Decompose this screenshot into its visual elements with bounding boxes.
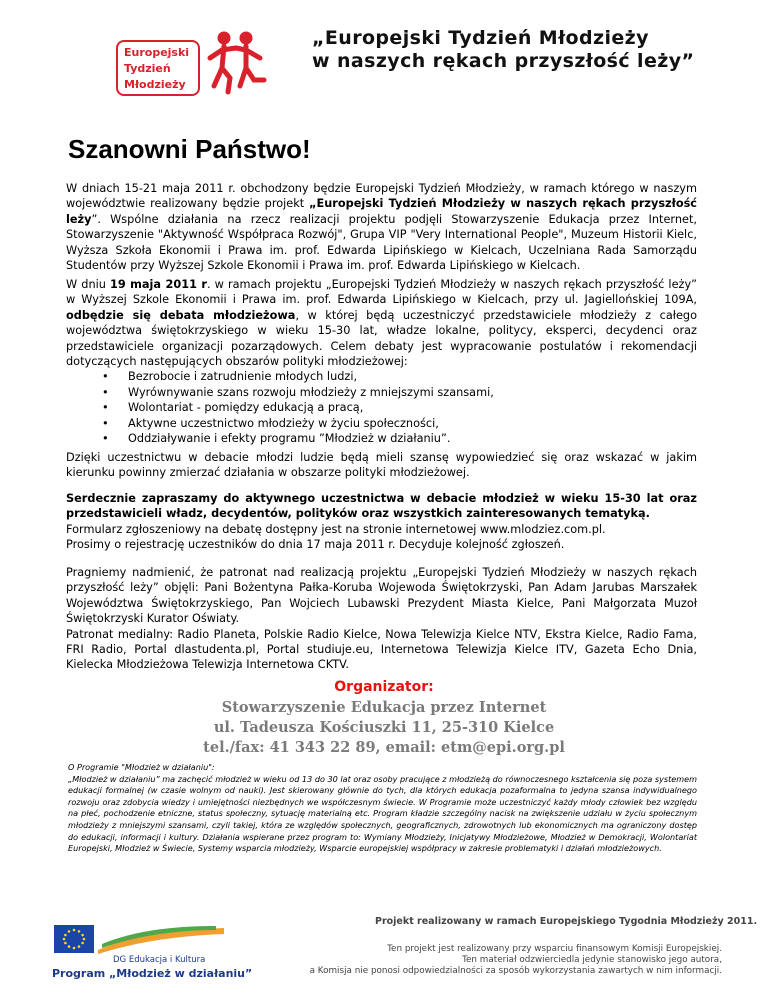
benefit-paragraph: [66, 450, 697, 481]
logo-line: Europejski: [124, 46, 190, 59]
text-run: . w ramach projektu „Europejski Tydzień Młodzieży w naszych rękach przyszłość leży” w Wyższej Szkole Ekonomii i Prawa im. prof. Edwarda Lipińskiego w Kielcach, przy ul. Jagiellońskiej 109A,: [66, 278, 697, 307]
footer-disclaimer-line: Ten projekt jest realizowany przy wsparciu finansowym Komisji Europejskiej.: [387, 944, 722, 954]
eu-flag-icon: [54, 925, 94, 953]
list-item: • Aktywne uczestnictwo młodzieży w życiu społeczności,: [128, 416, 697, 431]
header-title-line: „Europejski Tydzień Młodzieży: [312, 27, 649, 49]
organizer-label: Organizator:: [334, 679, 434, 695]
text-run: , w której będą uczestniczyć przedstawiciele młodzieży z całego województwa świętokrzyskiego w wieku 15-30 lat, władze lokalne, politycy, eksperci, decydenci oraz przedstawiciele organizacji pozarządowych. Celem debaty jest wypracowanie postulatów i rekomendacji dotyczących następujących obszarów polityki młodzieżowej:: [66, 308, 697, 369]
dg-label: DG Edukacja i Kultura: [113, 955, 206, 965]
footnote-text: „Młodzież w działaniu” ma zachęcić młodzież w wieku od 13 do 30 lat oraz osoby pracujące z młodzieżą do równoczesnego kształcenia się poza systemem edukacji formalnej (w czasie wolnym od nauki). Jest skierowany głównie do tych, dla których edukacja pozaformalna to jedyna szansa indywidualnego rozwoju oraz zdobycia wiedzy i umiejętności niezbędnych we współczesnym świecie. W Programie może uczestniczyć każdy młody człowiek bez względu na płeć, pochodzenie etniczne, status społeczny, sytuację materialną etc. Program kładzie szczególny nacisk na zwiększenie udziału w życiu społecznym młodzieży z mniejszymi szansami, czyli takiej, która ze względów społecznych, geograficznych, zdrowotnych lub ekonomicznych ma ograniczony dostęp do edukacji, informacji i kultury. Działania wspierane przez program to: Wymiany Młodzieży, Inicjatywy Młodzieżowe, Młodzież w Demokracji, Wolontariat Europejski, Młodzież w Świecie, Systemy wsparcia młodzieży, Wsparcie europejskiej współpracy w zakresie problematyki i działań młodzieżowych.: [68, 773, 697, 854]
organizer-address: ul. Tadeusza Kościuszki 11, 25-310 Kielce: [213, 719, 555, 736]
logo-text-frame: [116, 40, 200, 96]
text-run: ”. Wspólne działania na rzecz realizacji projektu podjęli Stowarzyszenie Edukacja przez Internet, Stowarzyszenie "Aktywność Współpraca Rozwój", Grupa VIP "Very International People", Muzeum Historii Kielc, Wyższa Szkoła Ekonomii i Prawa im. prof. Edwarda Lipińskiego w Kielcach, Uczelniana Rada Samorządu Studentów przy Wyższej Szkole Ekonomii i Prawa im. prof. Edwarda Lipińskiego w Kielcach.: [66, 212, 697, 273]
list-item: • Oddziaływanie i efekty programu ”Młodzież w działaniu”.: [128, 431, 697, 446]
event-logo: [108, 28, 270, 102]
eu-stars-icon: [54, 925, 94, 953]
dancing-figures-icon: [206, 28, 270, 102]
patronage-text: Pragniemy nadmienić, że patronat nad realizacją projektu „Europejski Tydzień Młodzieży w naszych rękach przyszłość leży” objęli: Pani Bożentyna Pałka-Koruba Wojewoda Świętokrzyski, Pan Adam Jarubas Marszałek Województwa Świętokrzyskiego, Pan Wojciech Lubawski Prezydent Miasta Kielce, Pani Małgorzata Muzoł Świętokrzyski Kurator Oświaty.: [66, 566, 697, 626]
registration-deadline: Prosimy o rejestrację uczestników do dnia 17 maja 2011 r. Decyduje kolejność zgłoszeń.: [66, 538, 565, 552]
youth-in-action-logo-icon: [96, 924, 226, 956]
footnote-title: O Programie "Młodzież w działaniu":: [68, 762, 215, 772]
intro-paragraph: [66, 181, 697, 273]
footer-disclaimer-line: a Komisja nie ponosi odpowiedzialności za sposób wykorzystania zawartych w nim informacji.: [309, 966, 722, 976]
debate-paragraph: [66, 277, 697, 446]
list-item: • Bezrobocie i zatrudnienie młodych ludzi,: [128, 369, 697, 384]
policy-areas-list: [66, 369, 697, 446]
registration-form-info: Formularz zgłoszeniowy na debatę dostępny jest na stronie internetowej www.mlodziez.com.pl.: [66, 522, 606, 536]
text-run: W dniach 15-21 maja 2011 r. obchodzony będzie Europejski Tydzień Młodzieży, w ramach którego w naszym województwie realizowany będzie projekt: [66, 182, 697, 211]
text-run: W dniu: [66, 278, 110, 291]
paragraph-text: Dzięki uczestnictwu w debacie młodzi ludzie będą mieli szansę wypowiedzieć się oraz wskazać w jakim kierunku powinny zmierzać działania w obszarze polityki młodzieżowej.: [66, 451, 697, 480]
list-item: • Wolontariat - pomiędzy edukacją a pracą,: [128, 400, 697, 415]
header-title-line: w naszych rękach przyszłość leży”: [312, 50, 695, 72]
list-item: • Wyrównywanie szans rozwoju młodzieży z mniejszymi szansami,: [128, 385, 697, 400]
invitation-paragraph: [66, 491, 697, 553]
debate-highlight: odbędzie się debata młodzieżowa: [66, 308, 296, 322]
media-patronage-text: Patronat medialny: Radio Planeta, Polskie Radio Kielce, Nowa Telewizja Kielce NTV, Ekstra Kielce, Radio Fama, FRI Radio, Portal dlastudenta.pl, Portal studiuje.eu, Internetowa Telewizja Kielce ITV, Gazeta Echo Dnia, Kielecka Młodzieżowa Telewizja Internetowa CKTV.: [66, 627, 697, 672]
footer-title: Projekt realizowany w ramach Europejskiego Tygodnia Młodzieży 2011.: [375, 916, 758, 927]
organizer-name: Stowarzyszenie Edukacja przez Internet: [221, 699, 547, 716]
invitation-text: Serdecznie zapraszamy do aktywnego uczestnictwa w debacie młodzież w wieku 15-30 lat oraz przedstawicieli władz, decydentów, polityków oraz wszystkich zainteresowanych tematyką.: [66, 492, 697, 521]
project-name: „Europejski Tydzień Młodzieży w naszych rękach przyszłość leży: [66, 197, 697, 226]
header-title: [312, 27, 732, 73]
program-label: Program „Młodzież w działaniu”: [52, 967, 253, 980]
greeting-heading: Szanowni Państwo!: [68, 134, 311, 164]
logo-line: Młodzieży: [124, 78, 186, 91]
patronage-paragraph: [66, 565, 697, 673]
program-footnote: [68, 762, 697, 855]
debate-date: 19 maja 2011 r: [110, 278, 207, 291]
footer-disclaimer-line: Ten materiał odzwierciedla jedynie stanowisko jego autora,: [462, 955, 722, 965]
organizer-contact: tel./fax: 41 343 22 89, email: etm@epi.org.pl: [203, 739, 565, 756]
logo-line: Tydzień: [124, 62, 171, 75]
